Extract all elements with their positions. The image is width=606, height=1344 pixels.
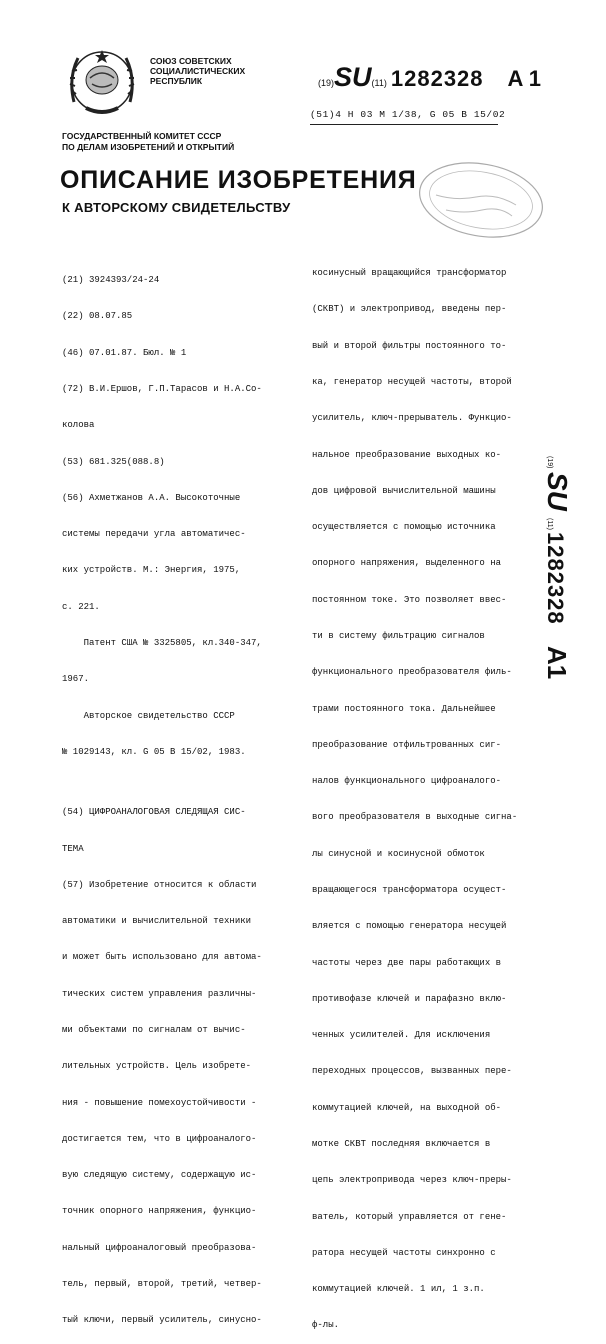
text-line: переходных процессов, вызванных пере- [312, 1066, 512, 1077]
text-line: № 1029143, кл. G 05 В 15/02, 1983. [62, 746, 246, 757]
document-title: ОПИСАНИЕ ИЗОБРЕТЕНИЯ [60, 166, 417, 194]
publication-number [318, 62, 541, 93]
text-line: коммутацией ключей. 1 ил, 1 з.п. [312, 1284, 485, 1295]
text-line: системы передачи угла автоматичес- [62, 529, 246, 540]
organization-name [150, 56, 245, 86]
org-line: СОЮЗ СОВЕТСКИХ [150, 56, 232, 66]
bibliographic-column [62, 250, 262, 1338]
patent-number: 1282328 [390, 66, 484, 91]
org-line: СОЦИАЛИСТИЧЕСКИХ [150, 66, 246, 76]
text-line: нальное преобразование выходных ко- [312, 449, 502, 460]
text-line: ми объектами по сигналам от вычис- [62, 1025, 246, 1035]
side-publication-number [532, 456, 596, 690]
text-line: противофазе ключей и парафазно вклю- [312, 993, 507, 1004]
text-line: преобразование отфильтрованных сиг- [312, 739, 502, 750]
text-line: ких устройств. М.: Энергия, 1975, [62, 565, 241, 576]
text-line: частоты через две пары работающих в [312, 957, 502, 968]
text-line: усилитель, ключ-прерыватель. Функцио- [312, 413, 512, 424]
side-number-code-label: (11) [546, 518, 553, 530]
committee-line: ПО ДЕЛАМ ИЗОБРЕТЕНИЙ И ОТКРЫТИЙ [62, 142, 235, 152]
text-line: Авторское свидетельство СССР [62, 710, 235, 721]
text-line: косинусный вращающийся трансформатор [312, 268, 507, 279]
ipc-classification: (51)4 Н 03 М 1/38, G 05 В 15/02 [310, 109, 506, 120]
text-line: мотке СКВТ последняя включается в [312, 1138, 491, 1149]
ipc-underline [310, 124, 498, 125]
text-line: (54) ЦИФРОАНАЛОГОВАЯ СЛЕДЯЩАЯ СИС- [62, 807, 246, 818]
text-line: ка, генератор несущей частоты, второй [312, 377, 512, 388]
side-country-code-label: (19) [546, 456, 553, 469]
side-country-code: SU [542, 472, 573, 511]
committee-name [62, 131, 234, 153]
text-line: вый и второй фильтры постоянного то- [312, 340, 507, 351]
text-line: (СКВТ) и электропривод, введены пер- [312, 304, 507, 315]
text-line: 1967. [62, 674, 90, 685]
text-line: тель, первый, второй, третий, четвер- [62, 1278, 262, 1289]
text-line: осуществляется с помощью источника [312, 522, 496, 533]
text-line: и может быть использовано для автома- [62, 952, 262, 963]
text-line: дов цифровой вычислительной машины [312, 485, 496, 496]
org-line: РЕСПУБЛИК [150, 76, 203, 86]
text-line: вращающегося трансформатора осущест- [312, 884, 507, 895]
text-line: (57) Изобретение относится к области [62, 879, 257, 890]
text-line: (56) Ахметжанов А.А. Высокоточные [62, 492, 241, 503]
text-line: вляется с помощью генератора несущей [312, 921, 507, 932]
text-line: (72) В.И.Ершов, Г.П.Тарасов и Н.А.Со- [62, 384, 262, 395]
library-stamp [386, 150, 556, 255]
text-line: (53) 681.325(088.8) [62, 456, 165, 467]
side-patent-number: 1282328 [543, 532, 568, 625]
text-line: ратора несущей частоты синхронно с [312, 1247, 496, 1258]
country-code: SU [334, 62, 372, 92]
kind-code: A 1 [507, 66, 541, 91]
text-line: Патент США № 3325805, кл.340-347, [62, 638, 262, 648]
text-line: (46) 07.01.87. Бюл. № 1 [62, 347, 187, 358]
text-line: вую следящую систему, содержащую ис- [62, 1170, 257, 1181]
text-line: ватель, который управляется от гене- [312, 1211, 507, 1222]
country-code-label: (19) [318, 78, 335, 88]
text-line: постоянном токе. Это позволяет ввес- [312, 594, 507, 605]
text-line: ТЕМА [62, 843, 84, 854]
document-subtitle: К АВТОРСКОМУ СВИДЕТЕЛЬСТВУ [62, 200, 291, 215]
ussr-emblem [62, 42, 142, 122]
text-line: (21) 3924393/24-24 [62, 275, 160, 286]
number-code-label: (11) [371, 78, 387, 88]
text-line: функционального преобразователя филь- [312, 667, 512, 678]
text-line: с. 221. [62, 601, 100, 612]
text-line: опорного напряжения, выделенного на [312, 558, 502, 569]
text-line: налов функционального цифроаналого- [312, 776, 502, 787]
text-line: ти в систему фильтрацию сигналов [312, 631, 485, 641]
text-line: трами постоянного тока. Дальнейшее [312, 703, 496, 714]
text-line: ченных усилителей. Для исключения [312, 1030, 491, 1041]
text-line: точник опорного напряжения, функцио- [62, 1206, 257, 1217]
committee-line: ГОСУДАРСТВЕННЫЙ КОМИТЕТ СССР [62, 131, 222, 141]
text-line: вого преобразователя в выходные сигна- [312, 812, 518, 823]
text-line: достигается тем, что в цифроаналого- [62, 1133, 257, 1144]
text-line: коммутацией ключей, на выходной об- [312, 1102, 502, 1113]
text-line: нальный цифроаналоговый преобразова- [62, 1242, 257, 1253]
text-line: колова [62, 420, 95, 431]
text-line: тических систем управления различны- [62, 988, 257, 999]
text-line: (22) 08.07.85 [62, 311, 133, 322]
text-line: автоматики и вычислительной техники [62, 916, 252, 927]
text-line: лительных устройств. Цель изобрете- [62, 1061, 252, 1072]
text-line: тый ключи, первый усилитель, синусно- [62, 1315, 262, 1326]
abstract-column [312, 243, 517, 1344]
text-line: ния - повышение помехоустойчивости - [62, 1097, 257, 1108]
text-line: цепь электропривода через ключ-преры- [312, 1175, 512, 1186]
text-line: ф-лы. [312, 1320, 340, 1331]
side-kind-code: A1 [542, 646, 572, 680]
text-line: лы синусной и косинусной обмоток [312, 848, 485, 859]
